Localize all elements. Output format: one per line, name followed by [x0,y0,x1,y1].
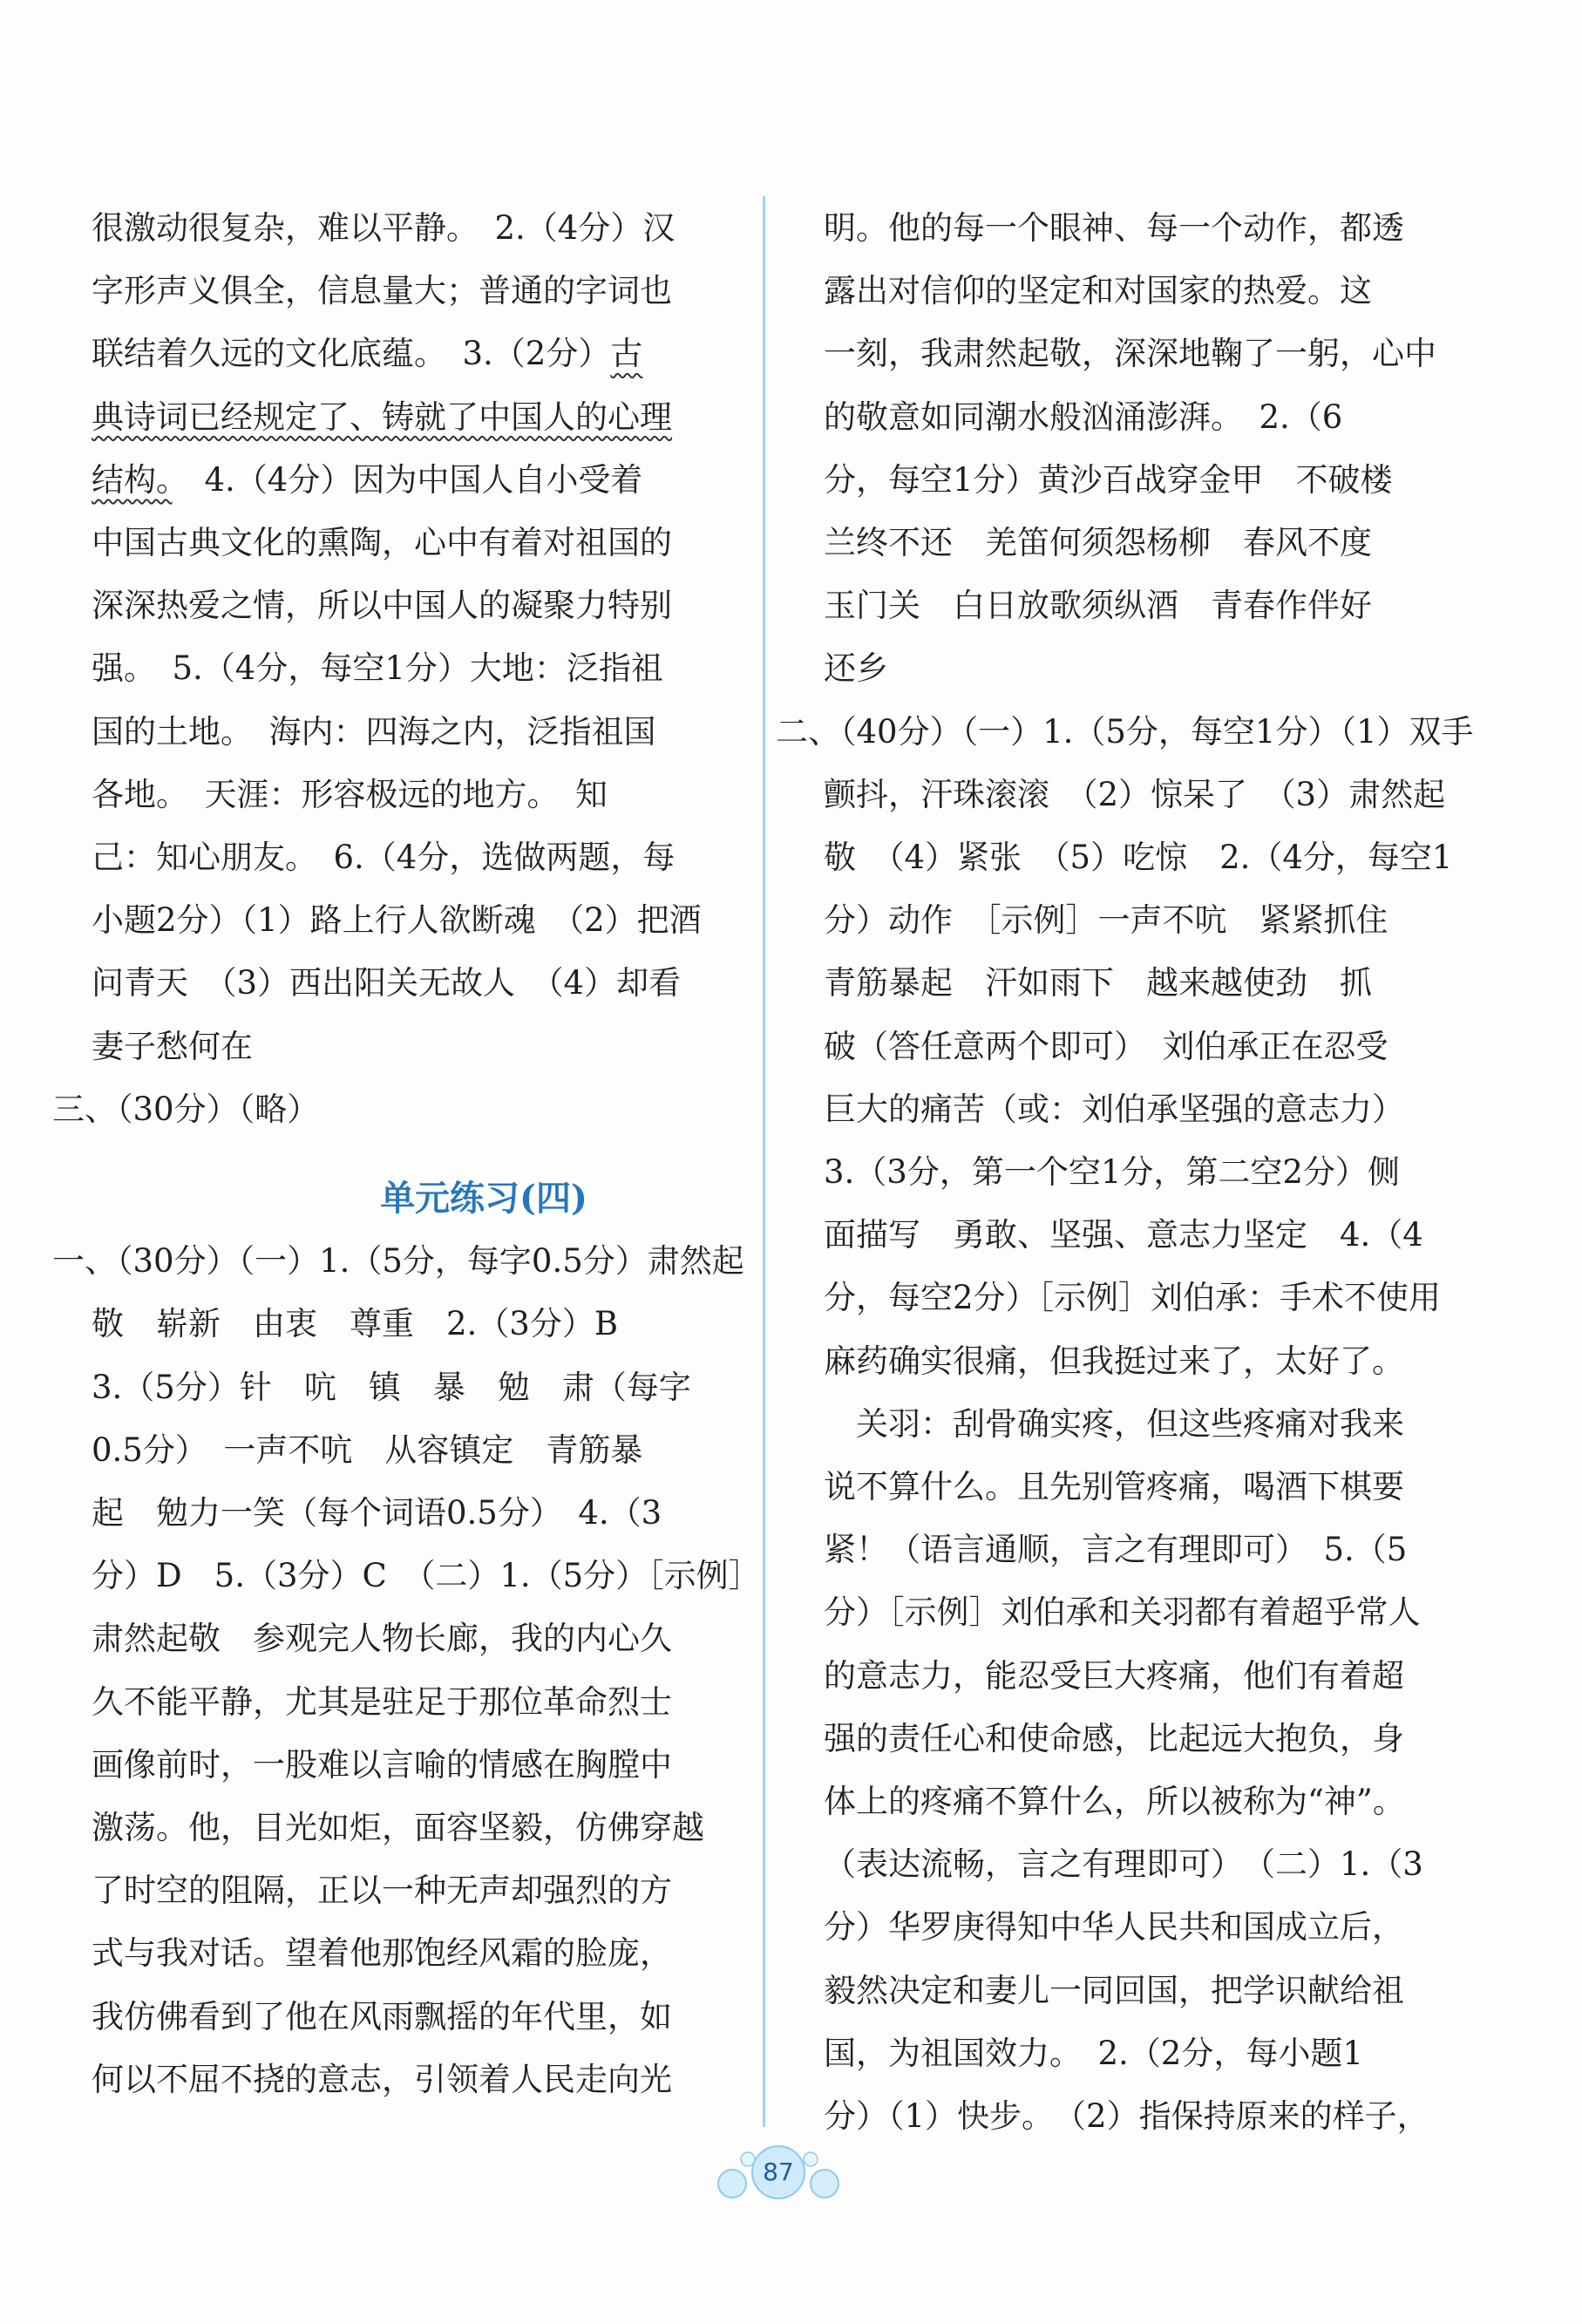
text-line: 小题2分）（1）路上行人欲断魂 （2）把酒 [92,901,702,940]
column-divider [763,196,765,2127]
text-line: 3.（5分）针 吭 镇 暴 勉 肃（每字 [92,1368,691,1406]
text-line: 玉门关 白日放歌须纵酒 青春作伴好 [824,587,1372,625]
text-line: 露出对信仰的坚定和对国家的热爱。这 [824,272,1372,310]
text-line: 各地。 天涯：形容极远的地方。 知 [92,775,608,813]
text-line: （表达流畅，言之有理即可） （二）1.（3 [824,1845,1423,1884]
page-number: 87 [763,2158,794,2186]
text-line: 分）华罗庚得知中华人民共和国成立后， [824,1908,1404,1947]
text-line: 中国古典文化的熏陶，心中有着对祖国的 [92,524,672,562]
text-line: 青筋暴起 汗如雨下 越来越使劲 抓 [824,964,1372,1002]
text-line: 分）（1）快步。 （2）指保持原来的样子， [824,2097,1429,2136]
text-line: 毅然决定和妻儿一同回国，把学识献给祖 [824,1971,1404,2009]
text-line: 3.（3分，第一个空1分，第二空2分）侧 [824,1153,1400,1192]
text-line: 问青天 （3）西出阳关无故人 （4）却看 [92,964,682,1002]
text-line: 分）［示例］刘伯承和关羽都有着超乎常人 [824,1594,1421,1632]
text-line: 式与我对话。望着他那饱经风霜的脸庞， [92,1934,672,1973]
text-line: 妻子愁何在 [92,1027,253,1065]
text-line: 明。他的每一个眼神、每一个动作，都透 [824,209,1404,247]
text-line: 起 勉力一笑（每个词语0.5分） 4.（3 [92,1494,662,1532]
text-line: 敬 （4）紧张 （5）吃惊 2.（4分，每空1 [824,839,1453,877]
text-line: 何以不屈不挠的意志，引领着人民走向光 [92,2060,672,2098]
text-line: 我仿佛看到了他在风雨飘摇的年代里，如 [92,1997,672,2035]
section-line: 二、（40分）（一）1.（5分，每空1分）（1）双手 [776,712,1474,751]
left-column [52,197,761,2111]
section-line: 三、（30分）（略） [52,1090,320,1128]
text-line: 结构。 4.（4分）因为中国人自小受着 [92,460,643,499]
text-line: 面描写 勇敢、坚强、意志力坚定 4.（4 [824,1216,1423,1254]
text-line: 久不能平静，尤其是驻足于那位革命烈士 [92,1682,672,1721]
text-line: 强的责任心和使命感，比起远大抱负，身 [824,1719,1404,1757]
text-line: 画像前时，一股难以言喻的情感在胸膛中 [92,1745,672,1784]
wavy-underlined-text: 古 [610,335,643,373]
text-line: 字形声义俱全，信息量大；普通的字词也 [92,272,672,310]
right-column [776,197,1474,2148]
text-line: 国，为祖国效力。 2.（2分，每小题1 [824,2034,1363,2072]
text-line: 紧！（语言通顺，言之有理即可） 5.（5 [824,1531,1408,1569]
text-line: 一、（30分）（一）1.（5分，每字0.5分）肃然起 [52,1242,744,1281]
text-line: 还乡 [824,649,888,688]
text-line: 的意志力，能忍受巨大疼痛，他们有着超 [824,1656,1404,1695]
page-number-badge [704,2140,852,2205]
text-line: 分，每空2分）［示例］刘伯承：手术不使用 [824,1279,1442,1317]
text-line: 激荡。他，目光如炬，面容坚毅，仿佛穿越 [92,1809,704,1847]
text-line: 关羽：刮骨确实疼，但这些疼痛对我来 [824,1404,1404,1443]
text-line: 肃然起敬 参观完人物长廊，我的内心久 [92,1620,672,1658]
section-heading: 单元练习(四) [380,1178,587,1220]
text-line: 典诗词已经规定了、铸就了中国人的心理 [92,398,672,436]
text-line: 体上的疼痛不算什么，所以被称为“神”。 [824,1783,1405,1821]
text-line: 兰终不还 羌笛何须怨杨柳 春风不度 [824,524,1372,562]
text-line: 颤抖，汗珠滚滚 （2）惊呆了 （3）肃然起 [824,775,1446,813]
text-line: 的敬意如同潮水般汹涌澎湃。 2.（6 [824,398,1343,436]
text-line: 说不算什么。且先别管疼痛，喝酒下棋要 [824,1468,1404,1506]
text-line: 深深热爱之情，所以中国人的凝聚力特别 [92,587,672,625]
text-line: 破（答任意两个即可） 刘伯承正在忍受 [824,1027,1388,1065]
text-line: 敬 崭新 由衷 尊重 2.（3分）B [92,1305,619,1343]
text-line: 强。 5.（4分，每空1分）大地：泛指祖 [92,649,663,688]
text-line: 分）动作 ［示例］一声不吭 紧紧抓住 [824,901,1388,940]
text-line: 很激动很复杂，难以平静。 2.（4分）汉 [92,209,676,247]
text-line: 一刻，我肃然起敬，深深地鞠了一躬，心中 [824,335,1436,373]
text-line: 巨大的痛苦（或：刘伯承坚强的意志力） [824,1090,1404,1128]
text-line: 0.5分） 一声不吭 从容镇定 青筋暴 [92,1430,643,1469]
text-line: 联结着久远的文化底蕴。 3.（2分）古 [92,335,643,373]
text-line: 分）D 5.（3分）C （二）1.（5分）［示例］ [92,1557,761,1595]
text-line: 分，每空1分）黄沙百战穿金甲 不破楼 [824,460,1393,499]
text-line: 己：知心朋友。 6.（4分，选做两题，每 [92,839,676,877]
text-line: 麻药确实很痛，但我挺过来了，太好了。 [824,1342,1404,1380]
text-line: 了时空的阻隔，正以一种无声却强烈的方 [92,1872,672,1910]
text-line: 国的土地。 海内：四海之内，泛指祖国 [92,712,656,751]
